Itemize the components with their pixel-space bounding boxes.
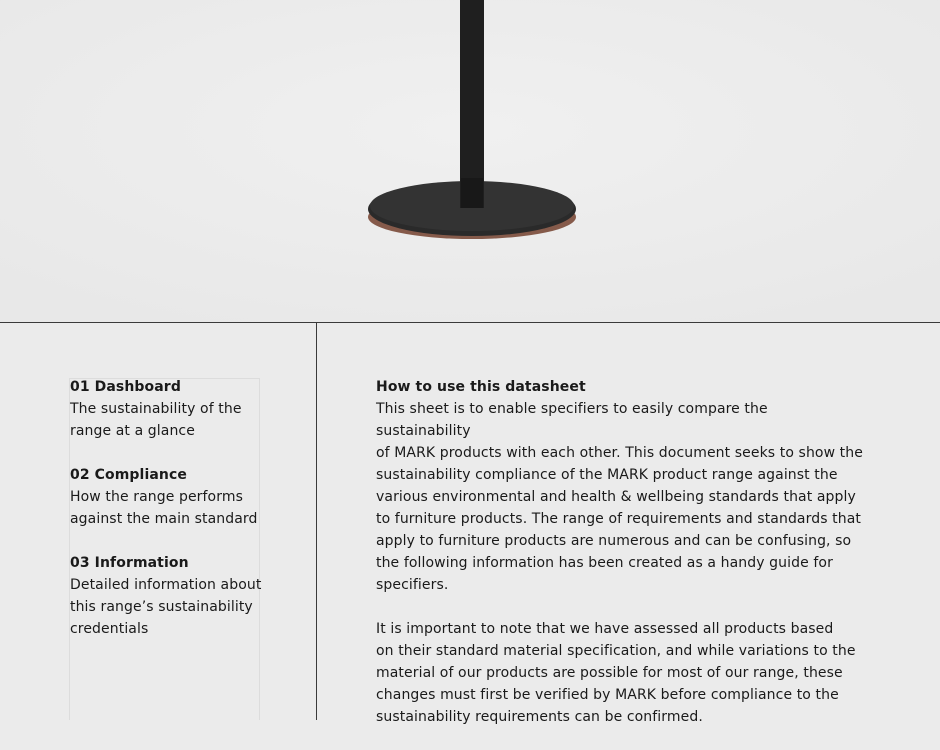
index-desc-line: Detailed information about — [70, 577, 262, 593]
index-desc-line: against the main standard — [70, 511, 258, 527]
text-line: sustainability compliance of the MARK product range against the — [376, 467, 838, 483]
text-line: of MARK products with each other. This document seeks to show the — [376, 445, 863, 461]
text-line: the following information has been created as a handy guide for — [376, 555, 833, 571]
text-line: on their standard material specification, and while variations to the — [376, 643, 856, 659]
intro-paragraph-2 — [376, 618, 866, 728]
text-line: apply to furniture products are numerous and can be confusing, so — [376, 533, 852, 549]
lamp-base-icon — [0, 0, 940, 322]
horizontal-divider — [0, 322, 940, 323]
index-title: 01 Dashboard — [70, 379, 181, 395]
text-line: material of our products are possible for most of our range, these — [376, 665, 843, 681]
intro-heading: How to use this datasheet — [376, 379, 586, 395]
text-line: This sheet is to enable specifiers to easily compare the sustainability — [376, 401, 768, 439]
index-desc-line: range at a glance — [70, 423, 195, 439]
index-desc-line: credentials — [70, 621, 149, 637]
datasheet-intro — [376, 376, 866, 750]
section-index — [70, 376, 270, 662]
hero-image — [0, 0, 940, 322]
vertical-divider — [316, 323, 317, 720]
index-title: 03 Information — [70, 555, 189, 571]
index-item-dashboard[interactable] — [70, 376, 270, 442]
text-line: to furniture products. The range of requirements and standards that — [376, 511, 861, 527]
text-line: various environmental and health & wellbeing standards that apply — [376, 489, 856, 505]
index-item-compliance[interactable] — [70, 464, 270, 530]
index-item-information[interactable] — [70, 552, 270, 640]
text-line: specifiers. — [376, 577, 449, 593]
index-title: 02 Compliance — [70, 467, 187, 483]
text-line: changes must first be verified by MARK before compliance to the — [376, 687, 839, 703]
index-desc-line: this range’s sustainability — [70, 599, 253, 615]
intro-paragraph-1 — [376, 398, 866, 596]
text-line: sustainability requirements can be confirmed. — [376, 709, 703, 725]
text-line: It is important to note that we have assessed all products based — [376, 621, 834, 637]
index-desc-line: How the range performs — [70, 489, 243, 505]
index-desc-line: The sustainability of the — [70, 401, 242, 417]
